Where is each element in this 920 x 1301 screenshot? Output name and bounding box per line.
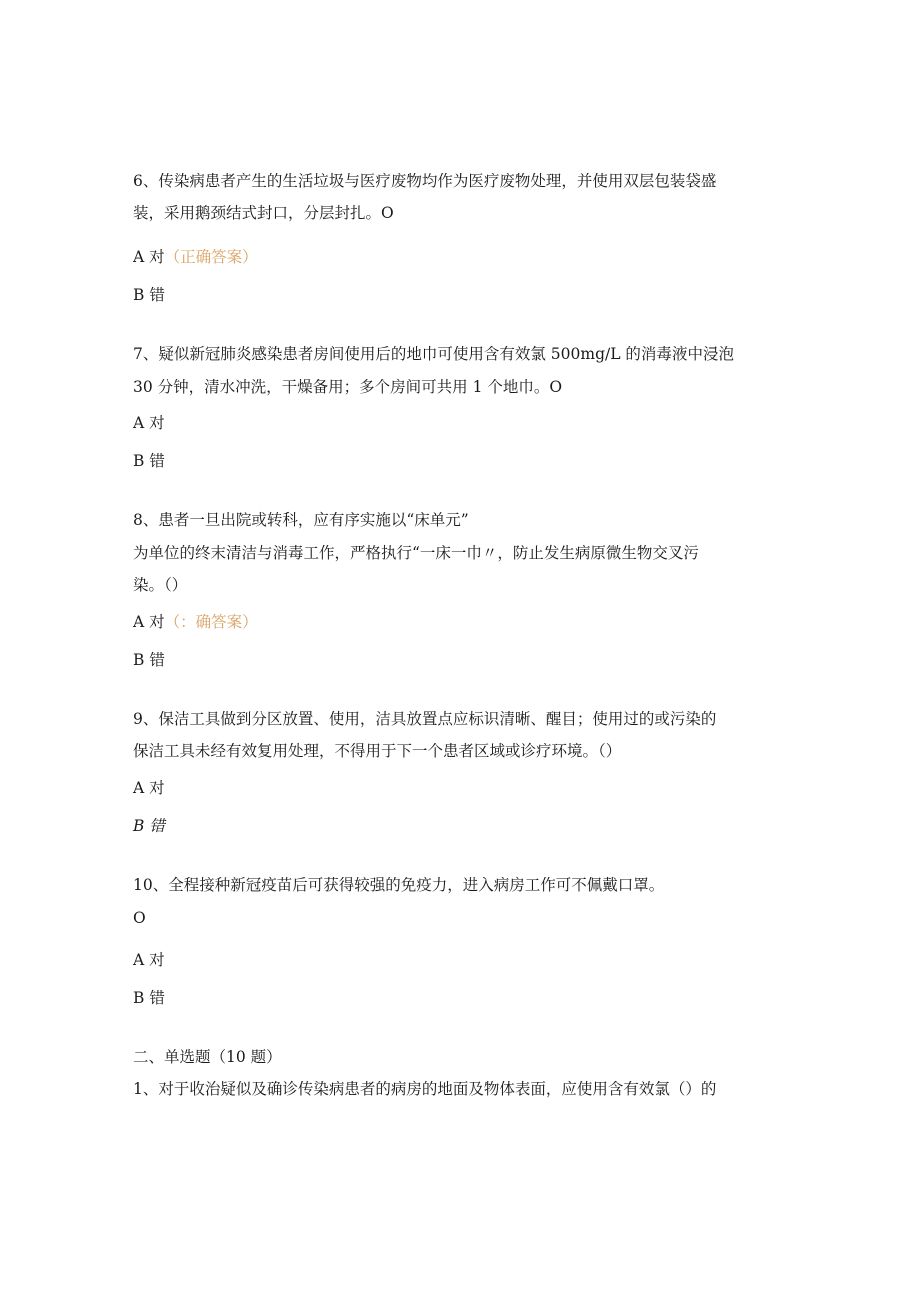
question-8-text-line-3: 染。（） [133,576,188,594]
next-question-text: 1、对于收治疑似及确诊传染病患者的病房的地面及物体表面，应使用含有效氯（）的 [133,1080,717,1098]
question-8-option-a [133,612,258,632]
question-6-option-a [133,247,258,267]
question-10-option-a: A 对 [133,951,165,969]
correct-answer-hint: （：确答案） [164,613,258,631]
section-title: 二、单选题（10 题） [133,1048,282,1066]
question-8-option-b: B 错 [133,651,165,669]
question-8-text-line-1: 8、患者一旦出院或转科，应有序实施以“床单元” [133,511,469,529]
question-6-text-line-1: 6、传染病患者产生的生活垃圾与医疗废物均作为医疗废物处理，并使用双层包装袋盛 [133,172,717,190]
question-7-option-a: A 对 [133,414,165,432]
question-6-option-b: B 错 [133,286,165,304]
question-9-text-line-1: 9、保洁工具做到分区放置、使用，洁具放置点应标识清晰、醒目；使用过的或污染的 [133,710,717,728]
correct-answer-hint: （正确答案） [164,248,258,266]
question-7-text-line-2: 30 分钟，清水冲洗，干燥备用；多个房间可共用 1 个地巾。O [133,378,563,396]
question-10-option-b: B 错 [133,989,165,1007]
question-7-text-line-1: 7、疑似新冠肺炎感染患者房间使用后的地巾可使用含有效氯 500mg∕L 的消毒液中浸泡 [133,345,734,363]
question-10-text-line-2: O [133,909,146,927]
question-8-text-line-2: 为单位的终末清洁与消毒工作，严格执行“一床一巾〃，防止发生病原微生物交叉污 [133,544,699,562]
option-a-label: A 对 [133,613,165,631]
question-9-option-b: B 错 [133,817,165,835]
question-9-text-line-2: 保洁工具未经有效复用处理，不得用于下一个患者区域或诊疗环境。（） [133,742,622,760]
option-a-label: A 对 [133,248,165,266]
question-9-option-a: A 对 [133,779,165,797]
question-7-option-b: B 错 [133,452,165,470]
question-10-text-line-1: 10、全程接种新冠疫苗后可获得较强的免疫力，进入病房工作可不佩戴口罩。 [133,876,665,894]
question-6-text-line-2: 装，采用鹅颈结式封口，分层封扎。O [133,204,394,222]
